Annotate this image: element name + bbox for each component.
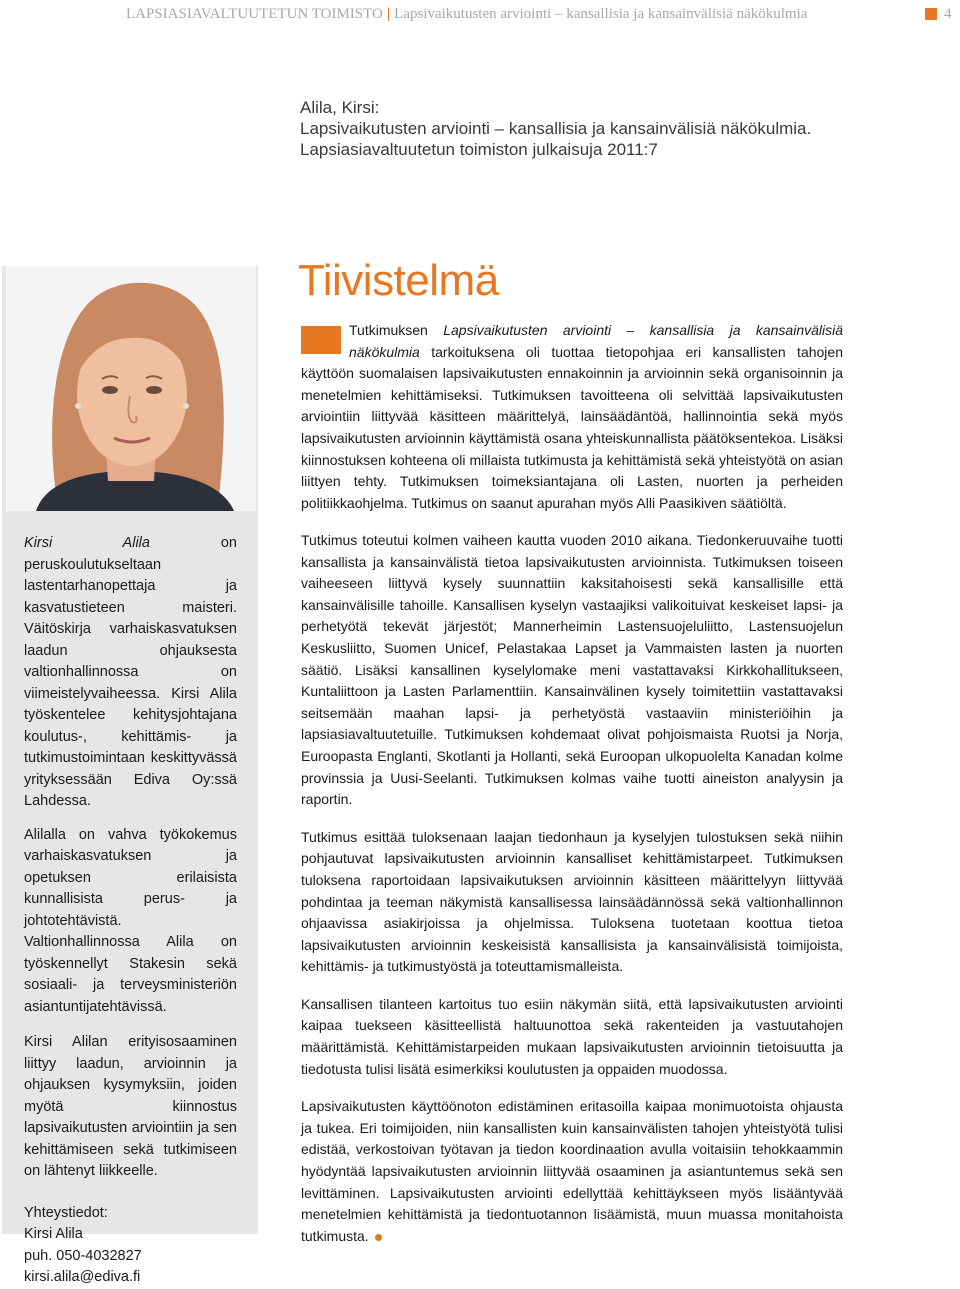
citation-author: Alila, Kirsi:	[300, 98, 380, 117]
bio-author-name: Kirsi Alila	[24, 535, 150, 551]
intro-float-spacer	[301, 320, 349, 362]
end-bullet-icon	[375, 1234, 382, 1241]
header-publisher: LAPSIASIAVALTUUTETUN TOIMISTO	[126, 6, 383, 22]
citation-block	[300, 97, 920, 160]
body-paragraph-1: Tutkimus toteutui kolmen vaiheen kautta vuoden 2010 aikana. Tiedonkeruuvaihe tuotti kansallista ja kansainvälistä tietoa lapsivaikutusten arvioinnista. Tutkimuksen toiseen vaiheeseen liittyvä kysely suunnattiin kaksitahoisesti sekä kansallisille että kansainvälisille tahoille. Kansallisen kyselyn vastaajiksi valikoituivat keskeiset lapsi- ja perhetyötä tekevät järjestöt; Mannerheimin Lastensuojeluliitto, Lastensuojelun Keskusliitto, Suomen Unicef, Pelastakaa Lapset ja Vammaisten lasten ja nuorten säätiö. Lisäksi kansallinen kyselylomake meni vastattavaksi Kirkkohallitukseen, Kuntaliittoon ja Lasten Parlamenttiin. Kansainvälinen kysely toimitettiin vastattavaksi seitsemään maahan lapsi- ja perhetyöstä vastaaviin ministeriöihin ja lapsiasiavaltuutetuille. Tutkimuksen kohdemaat olivat pohjoismaista Ruotsi ja Norja, Euroopasta Englanti, Skotlanti ja Hollanti, sekä Euroopan ulkopuolelta Kanadan kolme provinssia ja Uusi-Seelanti. Tutkimuksen kolmas vaihe tuotti aineiston analyysin ja raportin.	[301, 532, 843, 808]
author-photo	[6, 266, 256, 511]
header-title: Lapsivaikutusten arviointi – kansallisia ja kansainvälisiä näkökulmia	[394, 6, 808, 22]
citation-series: Lapsiasiavaltuutetun toimiston julkaisuja 2011:7	[300, 140, 658, 159]
body-paragraph-4	[301, 1096, 843, 1247]
page-marker-square	[925, 8, 937, 20]
abstract-body	[301, 530, 843, 1263]
running-header	[126, 6, 926, 23]
contact-email: kirsi.alila@ediva.fi	[24, 1269, 141, 1285]
bio-paragraph-1	[24, 533, 237, 813]
intro-study-title: Lapsivaikutusten arviointi – kansallisia ja kansainvälisiä näkökulmia	[349, 322, 844, 360]
abstract-intro	[301, 320, 843, 514]
bio-paragraph-2: Alilalla on vahva työkokemus varhaiskasvatuksen ja opetuksen erilaisista kunnallisista perus- ja johtotehtävistä. Valtionhallinnossa Alila on työskennellyt Stakesin sekä sosiaali- ja terveysministeriön asiantuntijatehtävissä.	[24, 826, 237, 1015]
contact-phone: puh. 050-4032827	[24, 1247, 142, 1264]
contact-label: Yhteystiedot:	[24, 1204, 108, 1221]
body-paragraph-2: Tutkimus esittää tuloksenaan laajan tiedonhaun ja kyselyjen tulostuksen sekä niihin pohjautuvat lapsivaikutusten arvioinnin kansalliset kehittämistarpeet. Tutkimuksen tuloksena raportoidaan lapsivaikutuksen arvioinnin käsitteen määrittelyyn liittyvää pohdintaa ja teeman näkymistä kansallisessa lainsäädännössä sekä valtionhallinnon ohjaavissa asiakirjoissa ja ohjelmissa. Tuloksena tuotetaan koottua tietoa lapsivaikutusten arvioinnin keskeisistä kansallisista ja kansainvälisistä toimijoista, kehittämis- ja tutkimustyöstä ja toteuttamismalleista.	[301, 828, 843, 975]
section-title: Tiivistelmä	[298, 256, 499, 305]
intro-rest: tarkoituksena oli tuottaa tietopohjaa eri kansallisten tahojen käyttöön suomalaisen lapsivaikutusten ennakoinnin ja arvioinnin sekä organisoinnin ja menetelmien kehittämiseksi. Tutkimuksen tavoitteena oli selvittää lapsivaikutusten arviointiin liittyvää käsitteen määrittelyä, lainsäädäntöä, hallinnointia sekä myös lapsivaikutusten arvioinnin käyttämistä osana yhteiskunnallista päätöksentekoa. Lisäksi kiinnostuksen kohteena oli millaista tutkimusta ja kehittämistä sekä yhteistyötä on asian liittyen tehty. Tutkimuksen toimeksiantajana oli Lasten, nuorten ja perheiden politiikkaohjelma. Tutkimus on saanut apurahan myös Alli Paasikiven säätiöltä.	[301, 343, 843, 511]
body-paragraph-3: Kansallisen tilanteen kartoitus tuo esiin näkymän siitä, että lapsivaikutusten arviointi kaipaa tuekseen käsitteellistä haltuunottoa sekä rakenteiden ja vastuutahojen määrittämistä. Kehittämistarpeiden mukaan lapsivaikutusten arvioinnin tietoisuutta ja tiedotusta tulisi lisätä esimerkiksi koulutusten ja oppaiden muodossa.	[301, 995, 843, 1077]
bio-paragraph-3: Kirsi Alilan erityisosaaminen liittyy laadun, arvioinnin ja ohjauksen kysymyksiin, joiden myötä kiinnostus lapsivaikutusten arviointiin ja sen kehittämiseen sekä tutkimiseen on lähtenyt liikkeelle.	[24, 1034, 237, 1179]
body-paragraph-4-text: Lapsivaikutusten käyttöönoton edistäminen eritasoilla kaipaa monimuotoista ohjausta ja tukea. Eri toimijoiden, niin kansallisten kuin kansainvälisten tahojen yhteistyötä tulisi edistää, verkostoivan työtavan ja tiedon koordinaation avulla voitaisiin tehokkaammin hyödyntää lapsivaikutusten arvioinnin liittyvää osaaminen ja asiantuntemus sekä sen levittäminen. Lapsivaikutusten arviointi edellyttää kehittäykseen myös lisääntyvää menetelmien kehittämistä ja tiedontuotannon lisäämistä, muun muassa monitahoista tutkimusta.	[301, 1098, 843, 1244]
author-bio	[24, 533, 237, 1289]
header-separator: |	[386, 6, 391, 22]
page-number: 4	[944, 6, 952, 22]
citation-title: Lapsivaikutusten arviointi – kansallisia ja kansainvälisiä näkökulmia.	[300, 119, 812, 138]
portrait-image	[6, 266, 256, 511]
bio-text: on peruskoulutukseltaan lastentarhanopettaja ja kasvatustieteen maisteri. Väitöskirja varhaiskasvatuksen laadun ohjauksesta valtionhallinnossa on viimeistelyvaiheessa. Kirsi Alila työskentelee kehitysjohtajana koulutus-, kehittämis- ja tutkimustoimintaan keskittyvässä yrityksessään Ediva Oy:ssä Lahdessa.	[24, 535, 237, 809]
contact-name: Kirsi Alila	[24, 1226, 83, 1242]
intro-prefix: Tutkimuksen	[349, 322, 444, 338]
contact-info	[24, 1203, 237, 1289]
